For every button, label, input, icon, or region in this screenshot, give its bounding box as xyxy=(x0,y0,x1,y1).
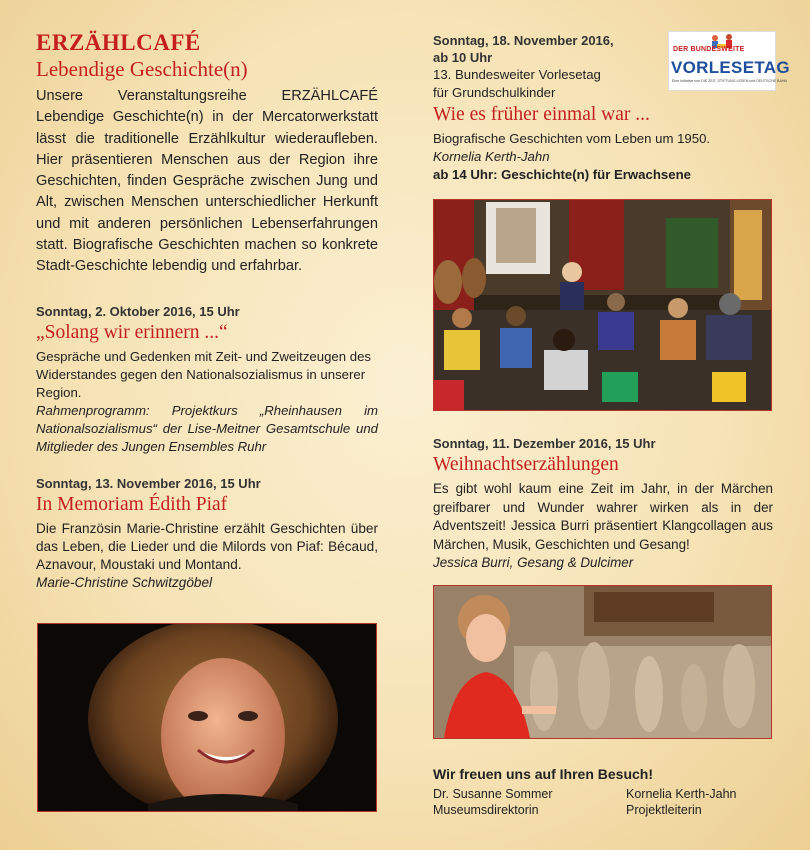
event2-date: Sonntag, 13. November 2016, 15 Uhr xyxy=(36,475,261,491)
signature-2 xyxy=(626,786,736,818)
event4-title: Weihnachtserzählungen xyxy=(433,454,619,475)
intro-text: Unsere Veranstaltungsreihe ERZÄHLCAFÉ Lebendige Geschichte(n) in der Mercatorwerkstatt lässt die traditionelle Erzählkultur wiederaufleben. Hier präsentieren Menschen aus der Region ihre Geschichten, finden Gespräche zwischen Jung und Alt, zwischen Menschen unterschiedlicher Herkunft und mit anderen persönlichen Lebenserfahrungen statt. Biografische Geschichten machen so konkrete Stadt-Geschichte lebendig und erfahrbar. xyxy=(36,88,378,275)
event3-date-line1: Sonntag, 18. November 2016, xyxy=(433,33,614,48)
event4-text: Es gibt wohl kaum eine Zeit im Jahr, in der Märchen greifbarer und Wunder wahrer wirken als in der Adventszeit! Jessica Burri präsentiert Klangcollagen aus Märchen, Musik, Geschichten und Gesang! xyxy=(433,481,773,552)
event1-text: Gespräche und Gedenken mit Zeit- und Zweitzeugen des Widerstandes gegen den Nationalsozialismus in unserer Region. xyxy=(36,348,372,400)
portrait-illustration xyxy=(38,624,376,811)
event4-date: Sonntag, 11. Dezember 2016, 15 Uhr xyxy=(433,436,656,451)
signature-1-role: Museumsdirektorin xyxy=(433,803,539,817)
photo-marie-christine xyxy=(37,623,377,812)
photo-jessica-burri xyxy=(433,585,772,739)
event3-text: Biografische Geschichten vom Leben um 1950. xyxy=(433,131,711,146)
event3-occasion-line1: 13. Bundesweiter Vorlesetag xyxy=(433,67,601,82)
signature-2-role: Projektleiterin xyxy=(626,803,702,817)
event3-occasion-line2: für Grundschulkinder xyxy=(433,85,556,100)
event3-title: Wie es früher einmal war ... xyxy=(433,104,650,125)
event3-adults: ab 14 Uhr: Geschichte(n) für Erwachsene xyxy=(433,167,691,182)
signature-2-name: Kornelia Kerth-Jahn xyxy=(626,787,737,801)
footer-heading: Wir freuen uns auf Ihren Besuch! xyxy=(433,766,654,782)
event2-performer: Marie-Christine Schwitzgöbel xyxy=(36,574,213,590)
page-subtitle: Lebendige Geschichte(n) xyxy=(36,57,248,81)
nativity-scene-illustration xyxy=(434,586,771,738)
event4-performer: Jessica Burri, Gesang & Dulcimer xyxy=(433,555,634,570)
event4-block xyxy=(433,435,773,572)
event3-performer: Kornelia Kerth-Jahn xyxy=(433,149,550,164)
event1-date: Sonntag, 2. Oktober 2016, 15 Uhr xyxy=(36,303,240,319)
photo-reading-children xyxy=(433,199,772,411)
signature-1-name: Dr. Susanne Sommer xyxy=(433,787,553,801)
logo-top-text: DER BUNDESWEITE xyxy=(673,46,745,53)
event1-program: Rahmenprogramm: Projektkurs „Rheinhausen im Nationalsozialismus“ der Lise-Meitner Gesamtschule und Mitglieder des Jungen Ensembles Ruhr xyxy=(36,402,378,454)
event2-text: Die Französin Marie-Christine erzählt Geschichten über das Leben, die Lieder und die Milords von Piaf: Bécaud, Aznavour, Moustaki und Montand. xyxy=(36,520,378,572)
page-title: ERZÄHLCAFÉ xyxy=(36,30,201,55)
logo-main-text: VORLESETAG xyxy=(671,58,790,77)
logo-sub-text: Eine Initiative von DIE ZEIT, STIFTUNG LESEN und DEUTSCHE BAHN xyxy=(672,79,788,83)
vorlesetag-logo xyxy=(668,31,790,91)
left-column xyxy=(36,30,378,592)
event3-date-line2: ab 10 Uhr xyxy=(433,50,493,65)
signature-1 xyxy=(433,786,553,818)
footer xyxy=(433,766,773,784)
reading-scene-illustration xyxy=(434,200,771,410)
event2-title: In Memoriam Édith Piaf xyxy=(36,493,228,515)
event1-title: „Solang wir erinnern ...“ xyxy=(36,321,228,343)
